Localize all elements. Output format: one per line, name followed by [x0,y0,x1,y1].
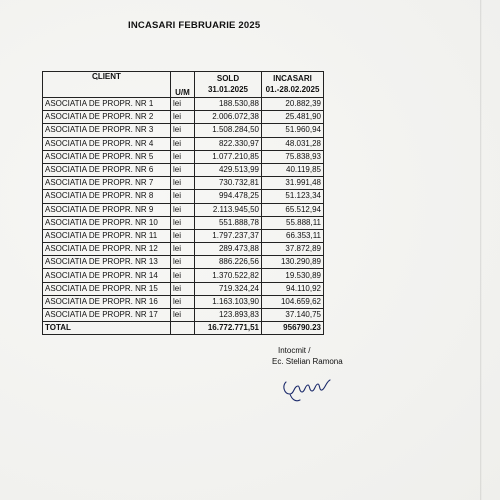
row-client: ASOCIATIA DE PROPR. NR 1 [43,98,171,111]
row-incasari: 130.290,89 [262,256,324,269]
row-client: ASOCIATIA DE PROPR. NR 3 [43,124,171,137]
table-row [43,243,324,256]
row-incasari: 66.353,11 [262,229,324,242]
row-um: lei [171,309,195,322]
row-sold: 730.732,81 [195,177,262,190]
row-client: ASOCIATIA DE PROPR. NR 2 [43,111,171,124]
row-client: ASOCIATIA DE PROPR. NR 15 [43,282,171,295]
row-incasari: 48.031,28 [262,137,324,150]
row-client: ASOCIATIA DE PROPR. NR 12 [43,243,171,256]
row-sold: 2.006.072,38 [195,111,262,124]
row-sold: 2.113.945,50 [195,203,262,216]
handwritten-signature [280,372,340,406]
row-um: lei [171,243,195,256]
row-um: lei [171,111,195,124]
row-incasari: 65.512,94 [262,203,324,216]
row-um: lei [171,229,195,242]
total-row [43,322,324,335]
row-incasari: 51.123,34 [262,190,324,203]
row-um: lei [171,124,195,137]
table-row [43,203,324,216]
header-client: CLIENT [43,72,171,98]
table-row [43,137,324,150]
row-client: ASOCIATIA DE PROPR. NR 14 [43,269,171,282]
row-um: lei [171,282,195,295]
row-incasari: 94.110,92 [262,282,324,295]
row-um: lei [171,216,195,229]
signature-block [272,345,343,367]
row-incasari: 55.888,11 [262,216,324,229]
row-sold: 886.226,56 [195,256,262,269]
table-row [43,190,324,203]
row-sold: 1.797.237,37 [195,229,262,242]
row-sold: 719.324,24 [195,282,262,295]
table-row [43,98,324,111]
row-um: lei [171,295,195,308]
total-incasari: 956790.23 [262,322,324,335]
row-client: ASOCIATIA DE PROPR. NR 7 [43,177,171,190]
total-um-cell [171,322,195,335]
row-client: ASOCIATIA DE PROPR. NR 10 [43,216,171,229]
row-incasari: 104.659,62 [262,295,324,308]
row-um: lei [171,203,195,216]
header-sold-date: 31.01.2025 [207,85,249,94]
row-incasari: 25.481,90 [262,111,324,124]
table-row [43,295,324,308]
row-sold: 188.530,88 [195,98,262,111]
table-body [43,98,324,322]
row-client: ASOCIATIA DE PROPR. NR 4 [43,137,171,150]
row-incasari: 75.838,93 [262,150,324,163]
row-um: lei [171,98,195,111]
row-client: ASOCIATIA DE PROPR. NR 16 [43,295,171,308]
table-row [43,269,324,282]
row-sold: 822.330,97 [195,137,262,150]
row-sold: 994.478,25 [195,190,262,203]
table-row [43,150,324,163]
table-row [43,256,324,269]
row-incasari: 19.530,89 [262,269,324,282]
row-sold: 1.077.210,85 [195,150,262,163]
row-client: ASOCIATIA DE PROPR. NR 9 [43,203,171,216]
row-sold: 1.370.522,82 [195,269,262,282]
preparer-name: Ec. Stelian Ramona [272,357,343,366]
header-sold-label: SOLD [216,74,240,83]
row-client: ASOCIATIA DE PROPR. NR 6 [43,163,171,176]
header-um: U/M [171,72,195,98]
table-row [43,177,324,190]
row-sold: 289.473,88 [195,243,262,256]
row-incasari: 40.119,85 [262,163,324,176]
header-incasari [262,72,324,98]
header-incasari-label: INCASARI [273,74,312,83]
row-client: ASOCIATIA DE PROPR. NR 17 [43,309,171,322]
table-row [43,163,324,176]
table-row [43,282,324,295]
row-client: ASOCIATIA DE PROPR. NR 13 [43,256,171,269]
row-client: ASOCIATIA DE PROPR. NR 8 [43,190,171,203]
document-title: INCASARI FEBRUARIE 2025 [128,20,261,31]
table-row [43,216,324,229]
table-row [43,111,324,124]
table-row [43,229,324,242]
row-client: ASOCIATIA DE PROPR. NR 5 [43,150,171,163]
row-sold: 1.163.103,90 [195,295,262,308]
row-sold: 123.893,83 [195,309,262,322]
row-incasari: 31.991,48 [262,177,324,190]
row-um: lei [171,177,195,190]
row-um: lei [171,256,195,269]
total-sold: 16.772.771,51 [195,322,262,335]
row-um: lei [171,190,195,203]
row-incasari: 37.872,89 [262,243,324,256]
total-label: TOTAL [43,322,171,335]
header-sold [195,72,262,98]
row-client: ASOCIATIA DE PROPR. NR 11 [43,229,171,242]
table-row [43,309,324,322]
row-sold: 1.508.284,50 [195,124,262,137]
prepared-by-label: Intocmit / [278,346,311,355]
header-incasari-period: 01.-28.02.2025 [265,85,320,94]
row-sold: 551.888,78 [195,216,262,229]
scan-artifact-line [480,0,481,500]
table-row [43,124,324,137]
row-um: lei [171,163,195,176]
row-um: lei [171,269,195,282]
row-um: lei [171,137,195,150]
receipts-table [42,71,324,335]
row-incasari: 20.882,39 [262,98,324,111]
row-um: lei [171,150,195,163]
row-incasari: 37.140,75 [262,309,324,322]
row-sold: 429.513,99 [195,163,262,176]
row-incasari: 51.960,94 [262,124,324,137]
